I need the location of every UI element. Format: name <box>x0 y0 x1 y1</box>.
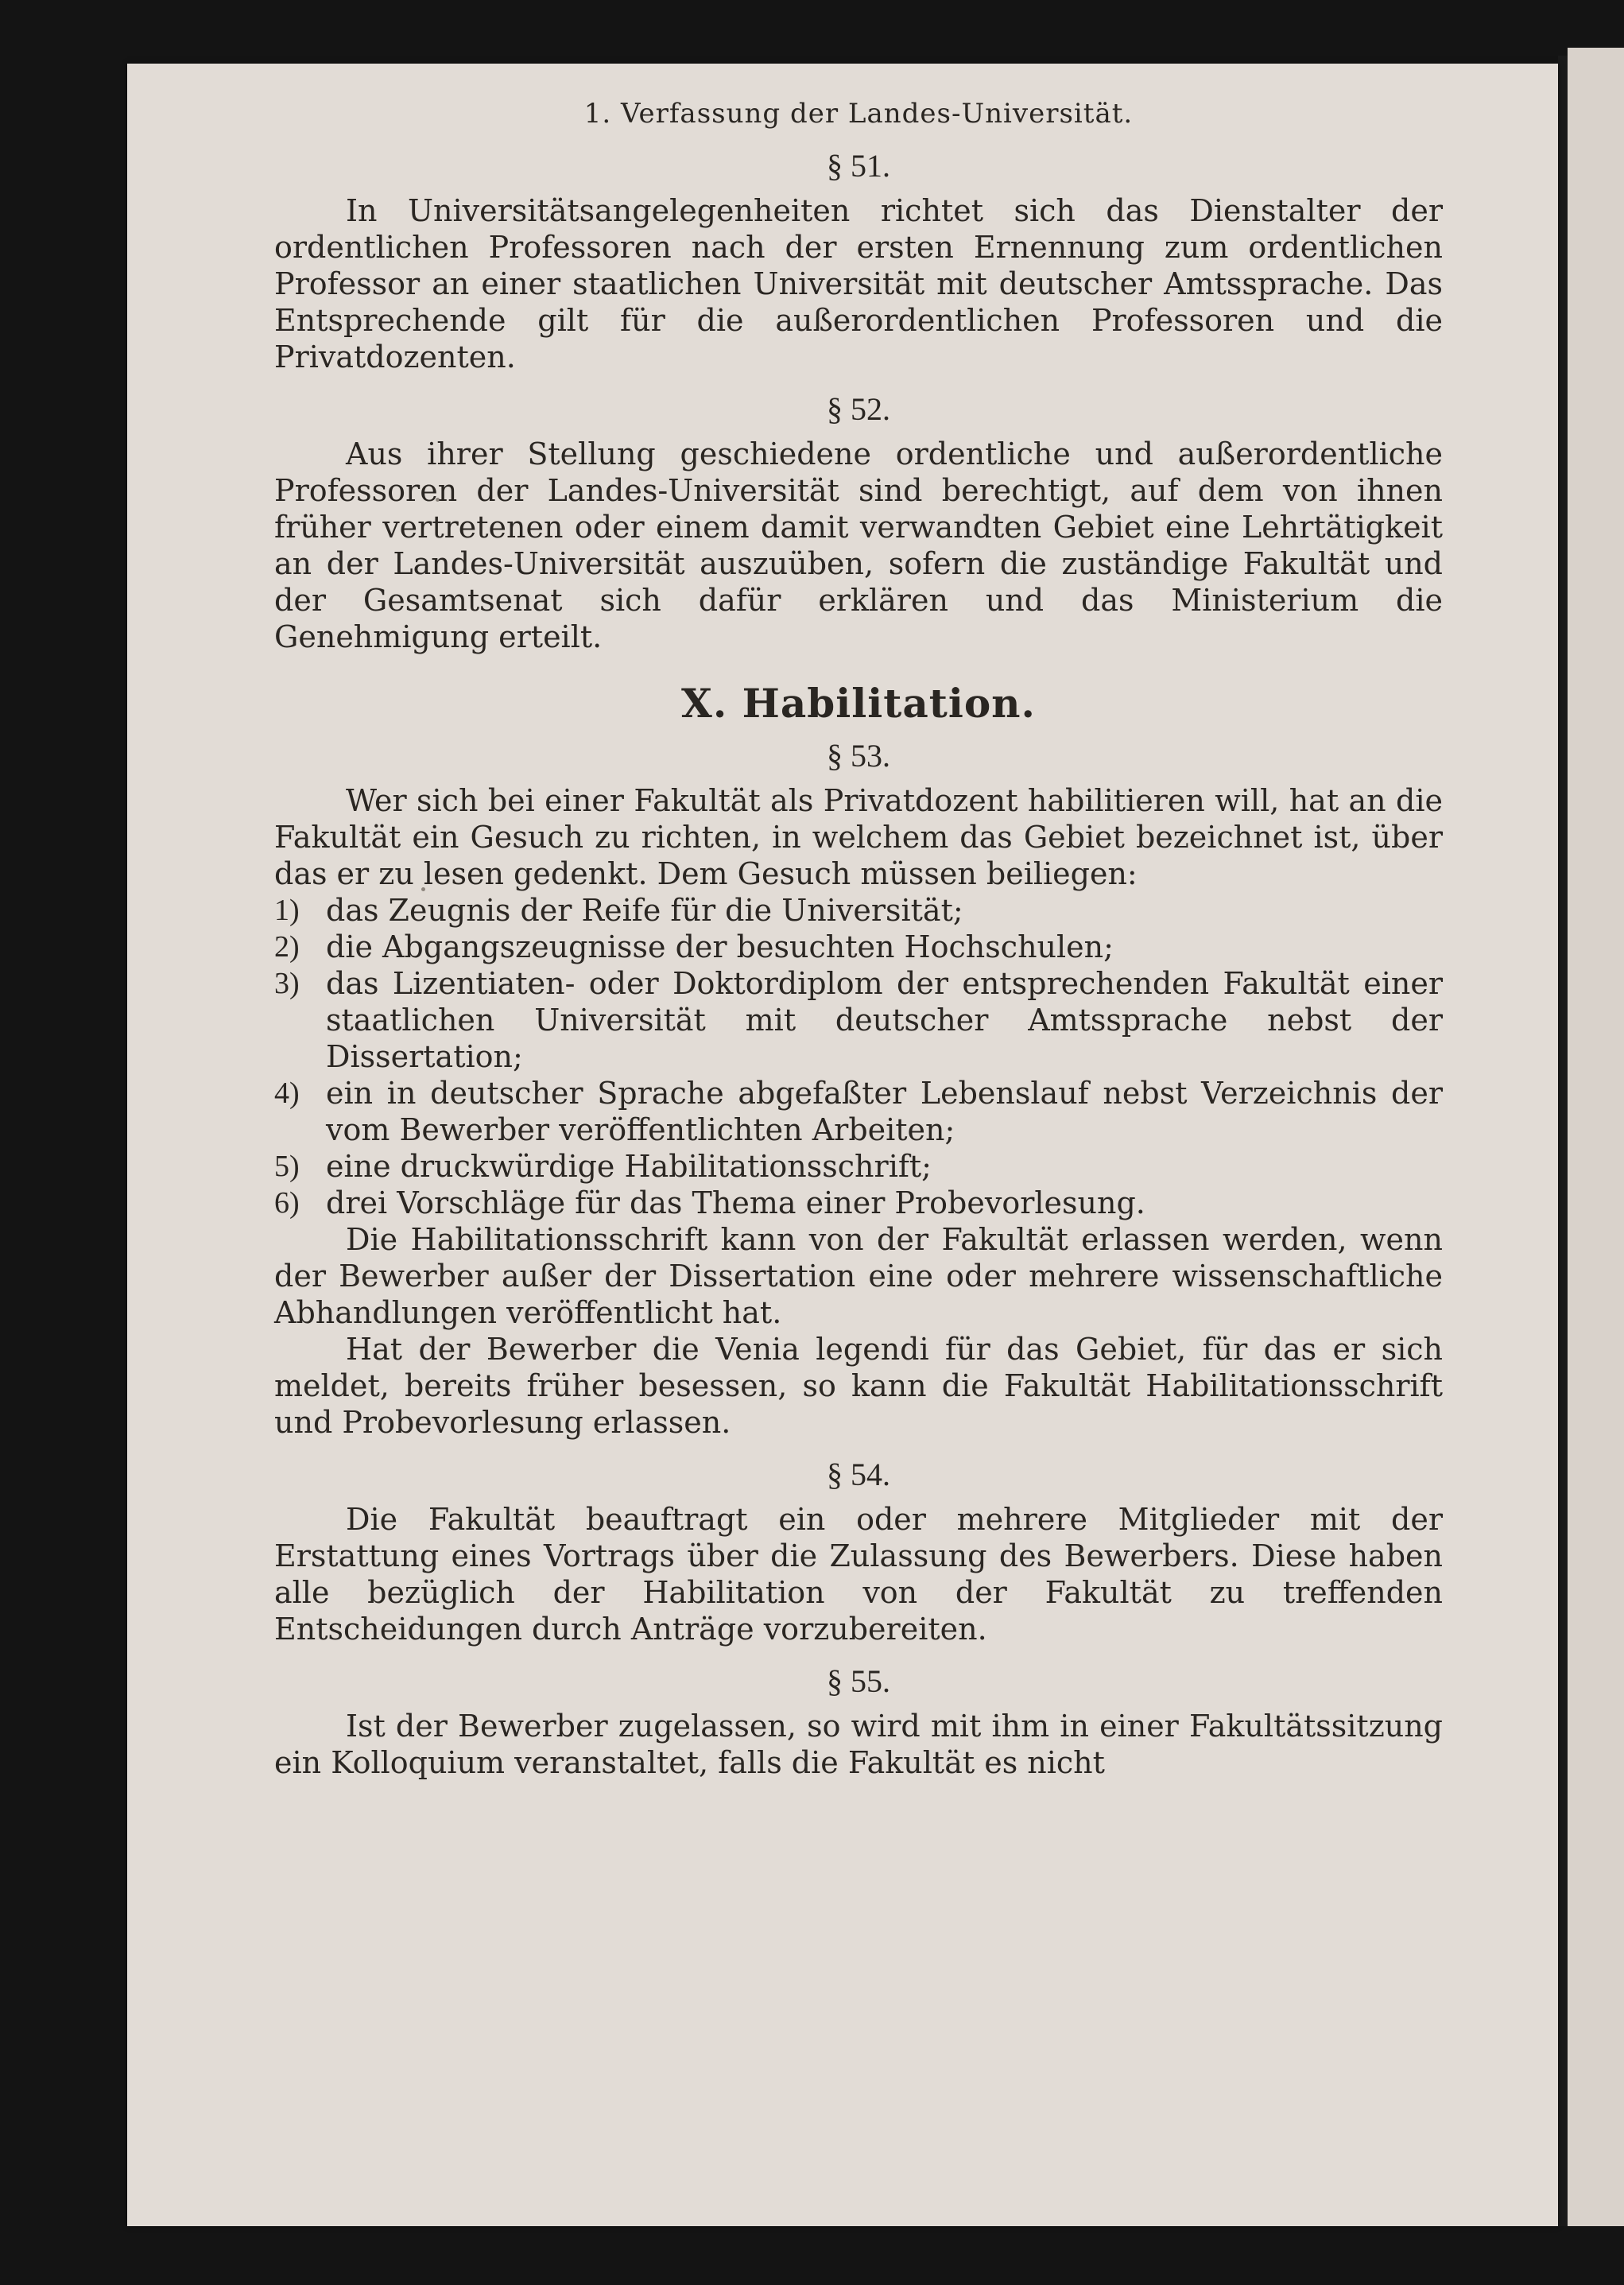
list-item-text: drei Vorschläge für das Thema einer Probevorlesung. <box>326 1185 1145 1220</box>
paragraph-55: Ist der Bewerber zugelassen, so wird mit ihm in einer Fakultätssitzung ein Kolloquium veranstaltet, falls die Fakultät es nicht <box>274 1709 1443 1780</box>
section-heading-54: § 54. <box>827 1457 890 1492</box>
list-item-text: das Zeugnis der Reife für die Universität; <box>326 893 963 928</box>
list-item-number: 4) <box>274 1077 300 1110</box>
section-heading-55: § 55. <box>827 1663 890 1699</box>
list-item <box>274 892 1443 929</box>
list-item-text: eine druckwürdige Habilitationsschrift; <box>326 1149 932 1184</box>
page-text <box>274 95 1443 1781</box>
list-item-text: das Lizentiaten- oder Doktordiplom der entsprechenden Fakultät einer staatlichen Universität mit deutscher Amtssprache nebst der Dissertation; <box>326 966 1443 1074</box>
adjacent-page-edge <box>1568 48 1624 2226</box>
list-item-text: ein in deutscher Sprache abgefaßter Lebenslauf nebst Verzeichnis der vom Bewerber veröffentlichten Arbeiten; <box>326 1076 1443 1147</box>
list-item <box>274 1075 1443 1148</box>
list-item <box>274 929 1443 965</box>
list-item-number: 1) <box>274 894 300 927</box>
running-head: 1. Verfassung der Landes-Universität. <box>583 98 1134 130</box>
paragraph-53-intro: Wer sich bei einer Fakultät als Privatdozent habilitieren will, hat an die Fakultät ein Gesuch zu richten, in welchem das Gebiet bezeichnet ist, über das er zu lesen gedenkt. Dem Gesuch müssen beiliegen: <box>274 783 1443 891</box>
chapter-heading: X. Habilitation. <box>681 680 1036 727</box>
list-item-number: 6) <box>274 1186 300 1220</box>
list-item-number: 5) <box>274 1150 300 1183</box>
paragraph-52: Aus ihrer Stellung geschiedene ordentliche und außerordentliche Professoren der Landes-Universität sind berechtigt, auf dem von ihnen früher vertretenen oder einem damit verwandten Gebiet eine Lehrtätigkeit an der Landes-Universität auszuüben, sofern die zuständige Fakultät und der Gesamtsenat sich dafür erklären und das Ministerium die Genehmigung erteilt. <box>274 436 1443 654</box>
section-heading-53: § 53. <box>827 738 890 774</box>
list-item <box>274 1148 1443 1185</box>
list-item-number: 2) <box>274 930 300 964</box>
paragraph-54: Die Fakultät beauftragt ein oder mehrere Mitglieder mit der Erstattung eines Vortrags über die Zulassung des Bewerbers. Diese haben alle bezüglich der Habilitation von der Fakultät zu treffenden Entscheidungen durch Anträge vorzubereiten. <box>274 1502 1443 1647</box>
list-item <box>274 1185 1443 1221</box>
list-item-text: die Abgangszeugnisse der besuchten Hochschulen; <box>326 929 1114 964</box>
paragraph-51: In Universitätsangelegenheiten richtet sich das Dienstalter der ordentlichen Professoren nach der ersten Ernennung zum ordentlichen Professor an einer staatlichen Universität mit deutscher Amtssprache. Das Entsprechende gilt für die außerordentlichen Professoren und die Privatdozenten. <box>274 193 1443 374</box>
section-heading-52: § 52. <box>827 391 890 427</box>
paragraph-53-venia-legendi: Hat der Bewerber die Venia legendi für das Gebiet, für das er sich meldet, bereits früher besessen, so kann die Fakultät Habilitationsschrift und Probevorlesung erlassen. <box>274 1332 1443 1440</box>
list-item-number: 3) <box>274 967 300 1000</box>
paragraph-53-habilitationsschrift: Die Habilitationsschrift kann von der Fakultät erlassen werden, wenn der Bewerber außer der Dissertation eine oder mehrere wissenschaftliche Abhandlungen veröffentlicht hat. <box>274 1222 1443 1330</box>
list-item <box>274 965 1443 1075</box>
page-gutter <box>1558 56 1568 2226</box>
section-heading-51: § 51. <box>827 148 890 184</box>
requirements-list <box>274 892 1443 1221</box>
